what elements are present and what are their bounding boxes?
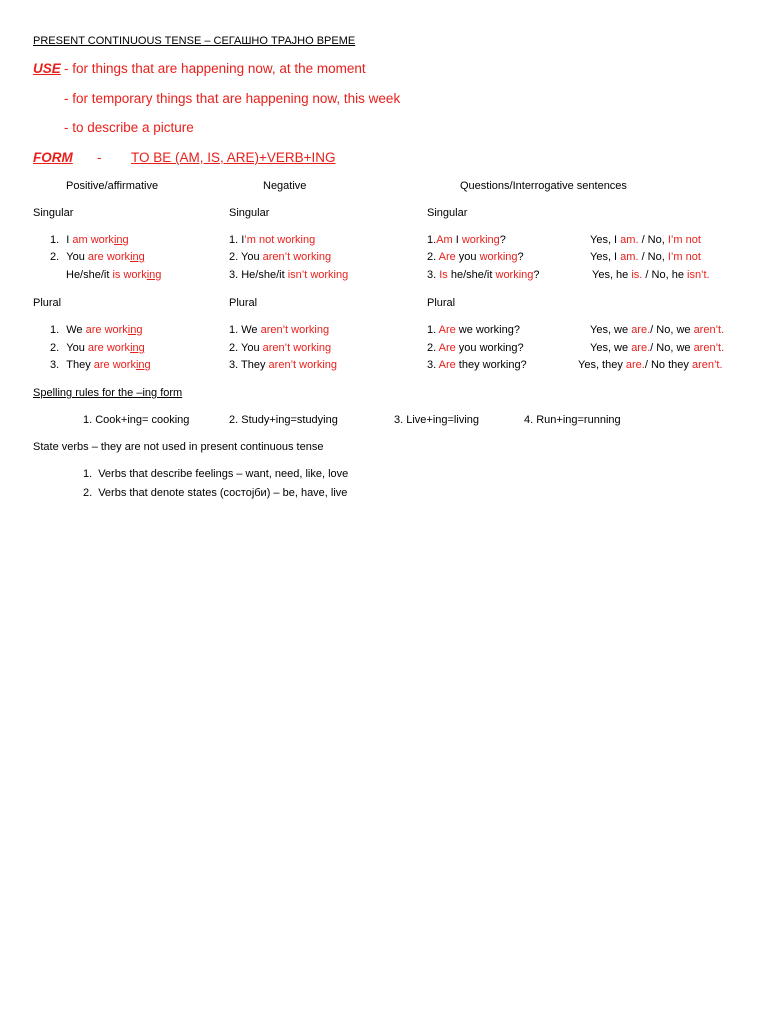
negative-form: ’m not working — [244, 234, 316, 246]
answer-yes-verb: am. — [620, 251, 639, 263]
plural-answer-1 — [590, 323, 724, 337]
list-number: 1. — [427, 324, 439, 336]
list-number: 2. — [50, 342, 60, 354]
answer-yes: Yes, we — [590, 342, 632, 354]
spelling-rule-1: 1. Cook+ing= cooking — [83, 414, 190, 426]
singular-question-2 — [427, 250, 524, 264]
auxiliary: Are — [438, 342, 456, 354]
answer-no: / No, we — [650, 324, 694, 336]
singular-label-positive: Singular — [33, 207, 74, 219]
verb-form: am work — [72, 234, 114, 246]
verb-form: are work — [85, 324, 128, 336]
list-number: 3. — [50, 359, 60, 371]
negative-form: isn’t working — [287, 269, 349, 281]
list-number: 2. — [83, 487, 93, 499]
subject: We — [66, 324, 86, 336]
singular-label-questions: Singular — [427, 207, 468, 219]
answer-yes-verb: are. — [625, 359, 645, 371]
plural-negative-2 — [229, 341, 331, 355]
ing-ending: ing — [135, 359, 151, 371]
verb-form: working — [495, 269, 534, 281]
form-label: FORM — [33, 150, 73, 165]
prefix: 3. They — [229, 359, 269, 371]
auxiliary: Are — [438, 359, 456, 371]
plural-positive-1 — [50, 323, 142, 337]
form-dash: - — [97, 150, 102, 165]
prefix: 1. I — [229, 234, 245, 246]
verb-form: working — [461, 234, 500, 246]
page-title: PRESENT CONTINUOUS TENSE – СЕГАШНО ТРАЈНО ВРЕМЕ — [33, 35, 356, 47]
singular-negative-1 — [229, 233, 315, 247]
answer-yes-verb: are. — [631, 342, 651, 354]
plural-answer-3 — [578, 358, 723, 372]
state-verbs-heading: State verbs – they are not used in present continuous tense — [33, 441, 324, 453]
prefix: 2. You — [229, 251, 263, 263]
ing-ending: ing — [130, 251, 145, 263]
use-line-1: - for things that are happening now, at the moment — [64, 61, 366, 76]
singular-negative-2 — [229, 250, 331, 264]
answer-yes-verb: am. — [620, 234, 639, 246]
singular-answer-3 — [592, 268, 710, 282]
answer-no: / No, he — [642, 269, 687, 281]
verb-form: working — [479, 251, 518, 263]
singular-negative-3 — [229, 268, 348, 282]
verb-form: are work — [87, 342, 131, 354]
use-line-2: - for temporary things that are happening now, this week — [64, 91, 401, 106]
list-number: 1. — [50, 234, 60, 246]
plural-answer-2 — [590, 341, 724, 355]
prefix: 1. We — [229, 324, 261, 336]
plural-negative-1 — [229, 323, 329, 337]
ing-ending: ing — [146, 269, 162, 281]
question-mark: ? — [517, 251, 524, 263]
negative-form: aren’t working — [262, 251, 332, 263]
subject: He/she/it — [66, 269, 113, 281]
answer-no: / No, we — [650, 342, 694, 354]
answer-no: / No they — [644, 359, 692, 371]
answer-yes: Yes, we — [590, 324, 632, 336]
use-label: USE — [33, 61, 61, 76]
plural-label-positive: Plural — [33, 297, 62, 309]
question-rest: you working? — [455, 342, 524, 354]
singular-answer-2 — [590, 250, 701, 264]
auxiliary: Is — [439, 269, 448, 281]
singular-question-1 — [427, 233, 506, 247]
plural-negative-3 — [229, 358, 337, 372]
state-verbs-item-1 — [83, 467, 348, 481]
answer-no-verb: isn’t. — [687, 269, 710, 281]
singular-question-3 — [427, 268, 540, 282]
answer-yes: Yes, he — [592, 269, 632, 281]
verb-form: is work — [112, 269, 147, 281]
ing-ending: ing — [113, 234, 129, 246]
answer-no-verb: aren’t. — [693, 324, 725, 336]
state-verbs-item-2 — [83, 486, 347, 500]
singular-positive-3 — [66, 268, 161, 282]
plural-label-questions: Plural — [427, 297, 456, 309]
list-number: 1. — [427, 234, 437, 246]
column-header-positive: Positive/affirmative — [66, 180, 159, 192]
answer-yes-verb: are. — [631, 324, 651, 336]
spelling-rule-4: 4. Run+ing=running — [524, 414, 621, 426]
item-text: Verbs that describe feelings – want, need, like, love — [98, 468, 349, 480]
negative-form: aren’t working — [262, 342, 332, 354]
ing-ending: ing — [130, 342, 145, 354]
spelling-rule-3: 3. Live+ing=living — [394, 414, 480, 426]
answer-no-verb: aren’t. — [691, 359, 723, 371]
verb-form: are work — [93, 359, 136, 371]
prefix: 3. He/she/it — [229, 269, 288, 281]
plural-label-negative: Plural — [229, 297, 258, 309]
spelling-rule-2: 2. Study+ing=studying — [229, 414, 338, 426]
subject: I — [452, 234, 462, 246]
answer-yes: Yes, they — [578, 359, 626, 371]
negative-form: aren’t working — [268, 359, 338, 371]
singular-label-negative: Singular — [229, 207, 270, 219]
answer-no-verb: aren’t. — [693, 342, 725, 354]
spelling-heading: Spelling rules for the –ing form — [33, 387, 183, 399]
list-number: 1. — [83, 468, 93, 480]
answer-no: / No, — [638, 251, 668, 263]
answer-yes: Yes, I — [590, 234, 621, 246]
auxiliary: Are — [438, 324, 456, 336]
list-number: 2. — [50, 251, 60, 263]
subject: I — [66, 234, 73, 246]
answer-yes-verb: is. — [631, 269, 643, 281]
plural-question-1 — [427, 323, 520, 337]
answer-no-verb: I’m not — [667, 251, 701, 263]
answer-yes: Yes, I — [590, 251, 621, 263]
item-text: Verbs that denote states (состојби) – be, have, live — [98, 487, 348, 499]
answer-no-verb: I’m not — [667, 234, 701, 246]
plural-question-3 — [427, 358, 527, 372]
question-rest: they working? — [455, 359, 527, 371]
prefix: 2. You — [229, 342, 263, 354]
question-rest: we working? — [455, 324, 520, 336]
negative-form: aren’t working — [260, 324, 330, 336]
subject: you — [455, 251, 480, 263]
auxiliary: Are — [438, 251, 456, 263]
subject: They — [66, 359, 94, 371]
plural-positive-2 — [50, 341, 145, 355]
singular-positive-2 — [50, 250, 145, 264]
list-number: 2. — [427, 251, 439, 263]
list-number: 2. — [427, 342, 439, 354]
subject: he/she/it — [447, 269, 496, 281]
plural-question-2 — [427, 341, 524, 355]
subject: You — [66, 251, 88, 263]
verb-form: are work — [87, 251, 131, 263]
subject: You — [66, 342, 88, 354]
answer-no: / No, — [638, 234, 668, 246]
list-number: 3. — [427, 269, 440, 281]
question-mark: ? — [533, 269, 540, 281]
column-header-negative: Negative — [263, 180, 307, 192]
question-mark: ? — [499, 234, 506, 246]
ing-ending: ing — [127, 324, 143, 336]
list-number: 3. — [427, 359, 439, 371]
auxiliary: Am — [436, 234, 453, 246]
plural-positive-3 — [50, 358, 151, 372]
column-header-questions: Questions/Interrogative sentences — [460, 180, 627, 192]
singular-positive-1 — [50, 233, 129, 247]
use-line-3: - to describe a picture — [64, 120, 194, 135]
form-rule: TO BE (AM, IS, ARE)+VERB+ING — [131, 150, 336, 165]
list-number: 1. — [50, 324, 60, 336]
singular-answer-1 — [590, 233, 701, 247]
